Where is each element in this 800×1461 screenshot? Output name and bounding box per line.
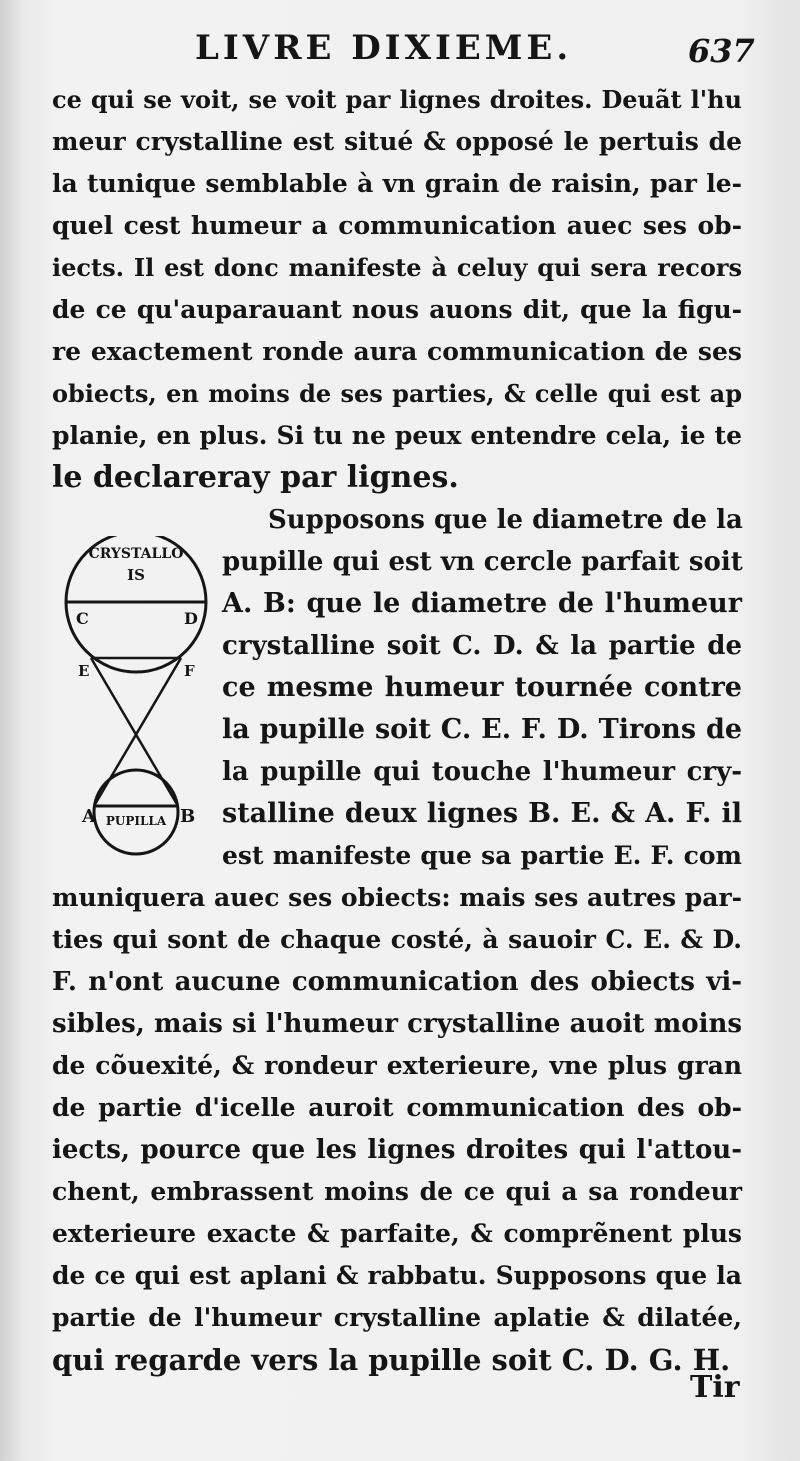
running-title: LIVRE DIXIEME. xyxy=(195,28,573,68)
text-line: qui regarde vers la pupille soit C. D. G. H. xyxy=(52,1343,731,1377)
text-line: stalline deux lignes B. E. & A. F. il xyxy=(222,798,742,829)
text-line: sibles, mais si l'humeur crystalline auoit moins xyxy=(52,1009,742,1039)
text-line: iects. Il est donc manifeste à celuy qui sera recors xyxy=(52,253,742,282)
text-line: la tunique semblable à vn grain de raisin, par le- xyxy=(52,169,742,198)
label-a: A xyxy=(82,806,96,827)
label-e: E xyxy=(78,662,90,680)
text-line: muniquera auec ses obiects: mais ses autres par- xyxy=(52,883,742,912)
text-line: F. n'ont aucune communication des obiects vi- xyxy=(52,967,742,997)
text-line: chent, embrassent moins de ce qui a sa rondeur xyxy=(52,1177,742,1206)
text-line: ce qui se voit, se voit par lignes droites. Deuãt l'hu xyxy=(52,85,742,114)
text-line: est manifeste que sa partie E. F. com xyxy=(222,841,742,870)
label-f: F xyxy=(184,662,195,680)
eye-diagram-svg xyxy=(56,536,216,866)
page-header xyxy=(0,22,800,72)
label-crystallo: CRYSTALLO xyxy=(88,546,184,562)
text-line: la pupille soit C. E. F. D. Tirons de xyxy=(222,714,742,745)
pupil-circle xyxy=(94,770,178,854)
text-line: de ce qui est aplani & rabbatu. Supposons que la xyxy=(52,1261,742,1290)
text-line: quel cest humeur a communication auec ses ob- xyxy=(52,211,742,240)
text-line: de partie d'icelle auroit communication des ob- xyxy=(52,1093,742,1122)
text-line: re exactement ronde aura communication de ses xyxy=(52,337,742,366)
text-line: exterieure exacte & parfaite, & comprẽnent plus xyxy=(52,1219,742,1248)
label-b: B xyxy=(180,806,196,827)
catchword: Tir xyxy=(690,1370,740,1405)
text-line: Supposons que le diametre de la xyxy=(268,505,743,535)
text-line: iects, pource que les lignes droites qui l'attou- xyxy=(52,1135,742,1165)
text-line: ties qui sont de chaque costé, à sauoir C. E. & D. xyxy=(52,925,742,954)
text-line: crystalline soit C. D. & la partie de xyxy=(222,631,742,661)
label-is: IS xyxy=(127,566,145,584)
text-line: obiects, en moins de ses parties, & celle qui est ap xyxy=(52,379,742,408)
label-pupilla: PUPILLA xyxy=(105,814,167,828)
text-line: la pupille qui touche l'humeur cry- xyxy=(222,757,742,787)
label-d: D xyxy=(184,609,198,628)
text-line: partie de l'humeur crystalline aplatie & dilatée, xyxy=(52,1303,742,1332)
page-number: 637 xyxy=(688,32,755,70)
label-c: C xyxy=(76,609,89,628)
text-line: pupille qui est vn cercle parfait soit xyxy=(222,547,743,577)
text-line: meur crystalline est situé & opposé le pertuis de xyxy=(52,127,742,156)
eye-diagram-figure xyxy=(56,536,216,866)
text-line: de cõuexité, & rondeur exterieure, vne plus gran xyxy=(52,1051,742,1080)
text-line: planie, en plus. Si tu ne peux entendre cela, ie te xyxy=(52,421,742,450)
text-line: ce mesme humeur tournée contre xyxy=(222,672,742,703)
text-line: le declareray par lignes. xyxy=(52,460,459,495)
text-line: A. B: que le diametre de l'humeur xyxy=(222,588,742,619)
text-line: de ce qu'auparauant nous auons dit, que la figu- xyxy=(52,295,742,324)
